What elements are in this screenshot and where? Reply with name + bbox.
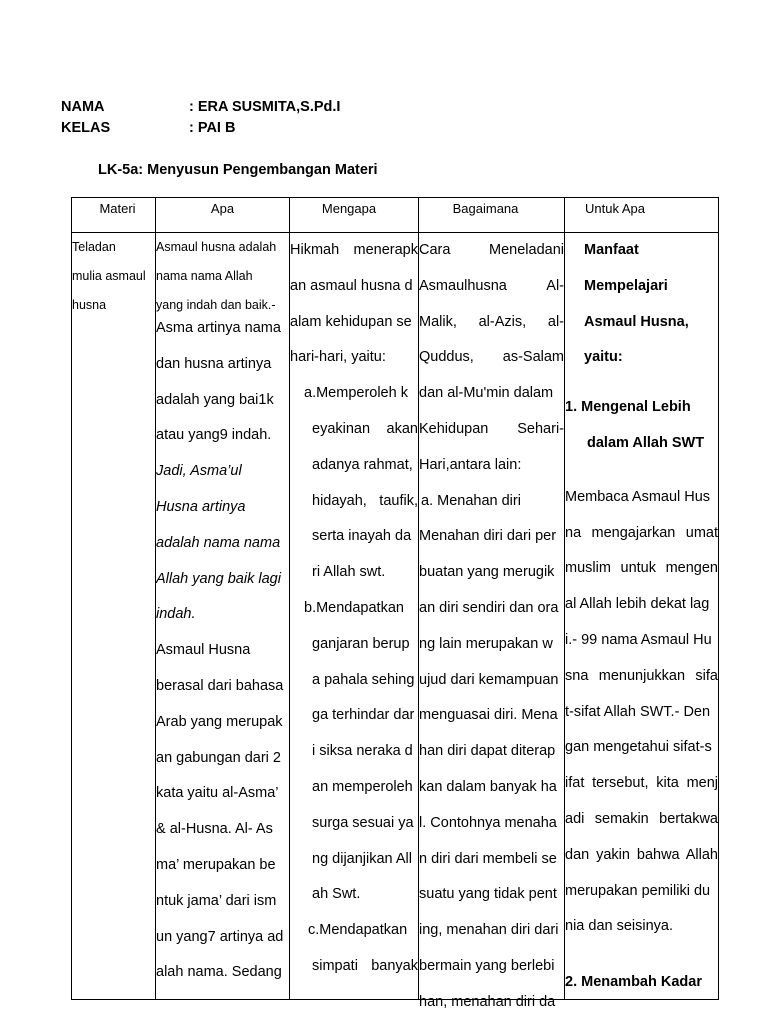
bagaimana-line: n diri dari membeli se xyxy=(419,850,557,867)
untuk-apa-line: dalam Allah SWT xyxy=(587,434,705,451)
untuk-apa-line: adi semakin bertakwa xyxy=(565,810,718,827)
untuk-apa-line: 1. Mengenal Lebih xyxy=(565,399,691,416)
mengapa-line: ri Allah swt. xyxy=(312,564,386,581)
materi-line: Teladan xyxy=(72,240,116,254)
bagaimana-line: Kehidupan Sehari- xyxy=(419,420,564,437)
apa-line: Asmaul Husna xyxy=(156,642,251,659)
mengapa-line: Hikmah menerapk xyxy=(290,242,418,258)
mengapa-line: an memperoleh xyxy=(312,778,413,795)
mengapa-line: adanya rahmat, xyxy=(312,456,413,473)
bagaimana-line: ng lain merupakan w xyxy=(419,635,553,652)
apa-line: kata yaitu al-Asma’ xyxy=(156,785,279,802)
bagaimana-line: l. Contohnya menaha xyxy=(419,814,557,831)
col-header-apa: Apa xyxy=(156,198,290,233)
nama-value: : ERA SUSMITA,S.Pd.I xyxy=(189,99,341,115)
apa-line: atau yang9 indah. xyxy=(156,427,272,444)
materi-line: husna xyxy=(72,298,107,312)
mengapa-line: ng dijanjikan All xyxy=(312,850,412,867)
mengapa-line: an asmaul husna d xyxy=(290,277,413,294)
mengapa-line: hidayah, taufik, xyxy=(312,492,418,509)
kelas-label: KELAS xyxy=(61,120,111,136)
bagaimana-line: han, menahan diri da xyxy=(419,993,556,1010)
bagaimana-line: ing, menahan diri dari xyxy=(419,922,559,939)
bagaimana-line: Quddus, as-Salam xyxy=(419,349,564,366)
untuk-apa-line: dan yakin bahwa Allah xyxy=(565,846,718,863)
mengapa-line: ganjaran berup xyxy=(312,635,410,652)
bagaimana-line: a. Menahan diri xyxy=(421,492,521,509)
untuk-apa-line: gan mengetahui sifat-s xyxy=(565,739,712,756)
untuk-apa-line: muslim untuk mengen xyxy=(565,560,718,577)
untuk-apa-line: i.- 99 nama Asmaul Hu xyxy=(565,631,712,648)
mengapa-line: serta inayah da xyxy=(312,528,412,545)
mengapa-line: ga terhindar dar xyxy=(312,707,415,724)
mengapa-line: eyakinan akan xyxy=(312,420,418,437)
mengapa-line: simpati banyak xyxy=(312,957,418,974)
apa-line: Arab yang merupak xyxy=(156,713,283,730)
cell-untuk-apa xyxy=(565,233,719,1000)
apa-line: adalah nama nama xyxy=(156,534,281,551)
col-header-mengapa: Mengapa xyxy=(290,198,419,233)
untuk-apa-line: al Allah lebih dekat lag xyxy=(565,596,710,613)
apa-line: Husna artinya xyxy=(156,498,246,515)
untuk-apa-line: Mempelajari xyxy=(584,277,668,294)
untuk-apa-line: sna menunjukkan sifa xyxy=(565,667,718,684)
untuk-apa-line: ifat tersebut, kita menj xyxy=(565,775,718,792)
table-header-row xyxy=(72,198,719,233)
materi-line: mulia asmaul xyxy=(72,269,146,283)
apa-line: berasal dari bahasa xyxy=(156,677,284,694)
mengapa-line: a pahala sehing xyxy=(312,671,415,688)
bagaimana-line: buatan yang merugik xyxy=(419,564,555,581)
mengapa-line: b.Mendapatkan xyxy=(304,599,404,616)
apa-line: indah. xyxy=(156,606,196,623)
untuk-apa-line: Asmaul Husna, xyxy=(584,313,689,330)
bagaimana-line: suatu yang tidak pent xyxy=(419,886,557,903)
untuk-apa-line: na mengajarkan umat xyxy=(565,524,718,541)
bagaimana-line: Menahan diri dari per xyxy=(419,528,557,545)
apa-line: Allah yang baik lagi xyxy=(156,570,281,587)
col-header-materi: Materi xyxy=(72,198,156,233)
untuk-apa-line: yaitu: xyxy=(584,349,623,366)
apa-line: ma’ merupakan be xyxy=(156,856,276,873)
mengapa-line: alam kehidupan se xyxy=(290,313,412,330)
apa-line: & al-Husna. Al- As xyxy=(156,821,273,838)
nama-label: NAMA xyxy=(61,99,105,115)
mengapa-line: hari-hari, yaitu: xyxy=(290,349,386,366)
apa-line: yang indah dan baik.- xyxy=(156,298,276,312)
cell-mengapa xyxy=(290,233,419,1000)
bagaimana-line: Cara Meneladani xyxy=(419,242,564,258)
cell-apa xyxy=(156,233,290,1000)
bagaimana-line: han diri dapat diterap xyxy=(419,743,556,760)
cell-bagaimana xyxy=(419,233,565,1010)
mengapa-line: ah Swt. xyxy=(312,886,361,903)
mengapa-line: c.Mendapatkan xyxy=(308,922,408,939)
apa-line: un yang7 artinya ad xyxy=(156,928,284,945)
apa-line: an gabungan dari 2 xyxy=(156,749,281,766)
untuk-apa-line: Membaca Asmaul Hus xyxy=(565,488,711,505)
apa-line: nama nama Allah xyxy=(156,269,253,283)
bagaimana-line: Malik, al-Azis, al- xyxy=(419,313,564,330)
apa-line: Jadi, Asma’ul xyxy=(156,463,242,480)
col-header-bagaimana: Bagaimana xyxy=(419,198,565,233)
bagaimana-line: Hari,antara lain: xyxy=(419,456,522,473)
worksheet-title: LK-5a: Menyusun Pengembangan Materi xyxy=(98,162,378,178)
bagaimana-line: an diri sendiri dan ora xyxy=(419,599,559,616)
kelas-value: : PAI B xyxy=(189,120,236,136)
cell-materi xyxy=(72,233,156,1000)
apa-line: Asma artinya nama xyxy=(156,320,281,336)
bagaimana-line: ujud dari kemampuan xyxy=(419,671,559,688)
untuk-apa-line: 2. Menambah Kadar xyxy=(565,974,702,991)
untuk-apa-line: nia dan seisinya. xyxy=(565,918,674,935)
untuk-apa-line: Manfaat xyxy=(584,242,639,258)
bagaimana-line: kan dalam banyak ha xyxy=(419,778,557,795)
untuk-apa-line: t-sifat Allah SWT.- Den xyxy=(565,703,711,720)
bagaimana-line: menguasai diri. Mena xyxy=(419,707,558,724)
table-row xyxy=(72,233,719,1000)
untuk-apa-line: merupakan pemiliki du xyxy=(565,882,711,899)
bagaimana-line: Asmaulhusna Al- xyxy=(419,277,564,294)
apa-line: dan husna artinya xyxy=(156,355,272,372)
apa-line: alah nama. Sedang xyxy=(156,964,282,981)
col-header-untuk-apa: Untuk Apa xyxy=(565,198,719,233)
apa-line: ntuk jama’ dari ism xyxy=(156,892,277,909)
mengapa-line: surga sesuai ya xyxy=(312,814,414,831)
mengapa-line: a.Memperoleh k xyxy=(304,385,408,402)
materi-table xyxy=(71,197,719,1010)
apa-line: adalah yang bai1k xyxy=(156,391,274,408)
apa-line: Asmaul husna adalah xyxy=(156,240,277,254)
mengapa-line: i siksa neraka d xyxy=(312,743,413,760)
bagaimana-line: dan al-Mu'min dalam xyxy=(419,385,554,402)
bagaimana-line: bermain yang berlebi xyxy=(419,957,555,974)
